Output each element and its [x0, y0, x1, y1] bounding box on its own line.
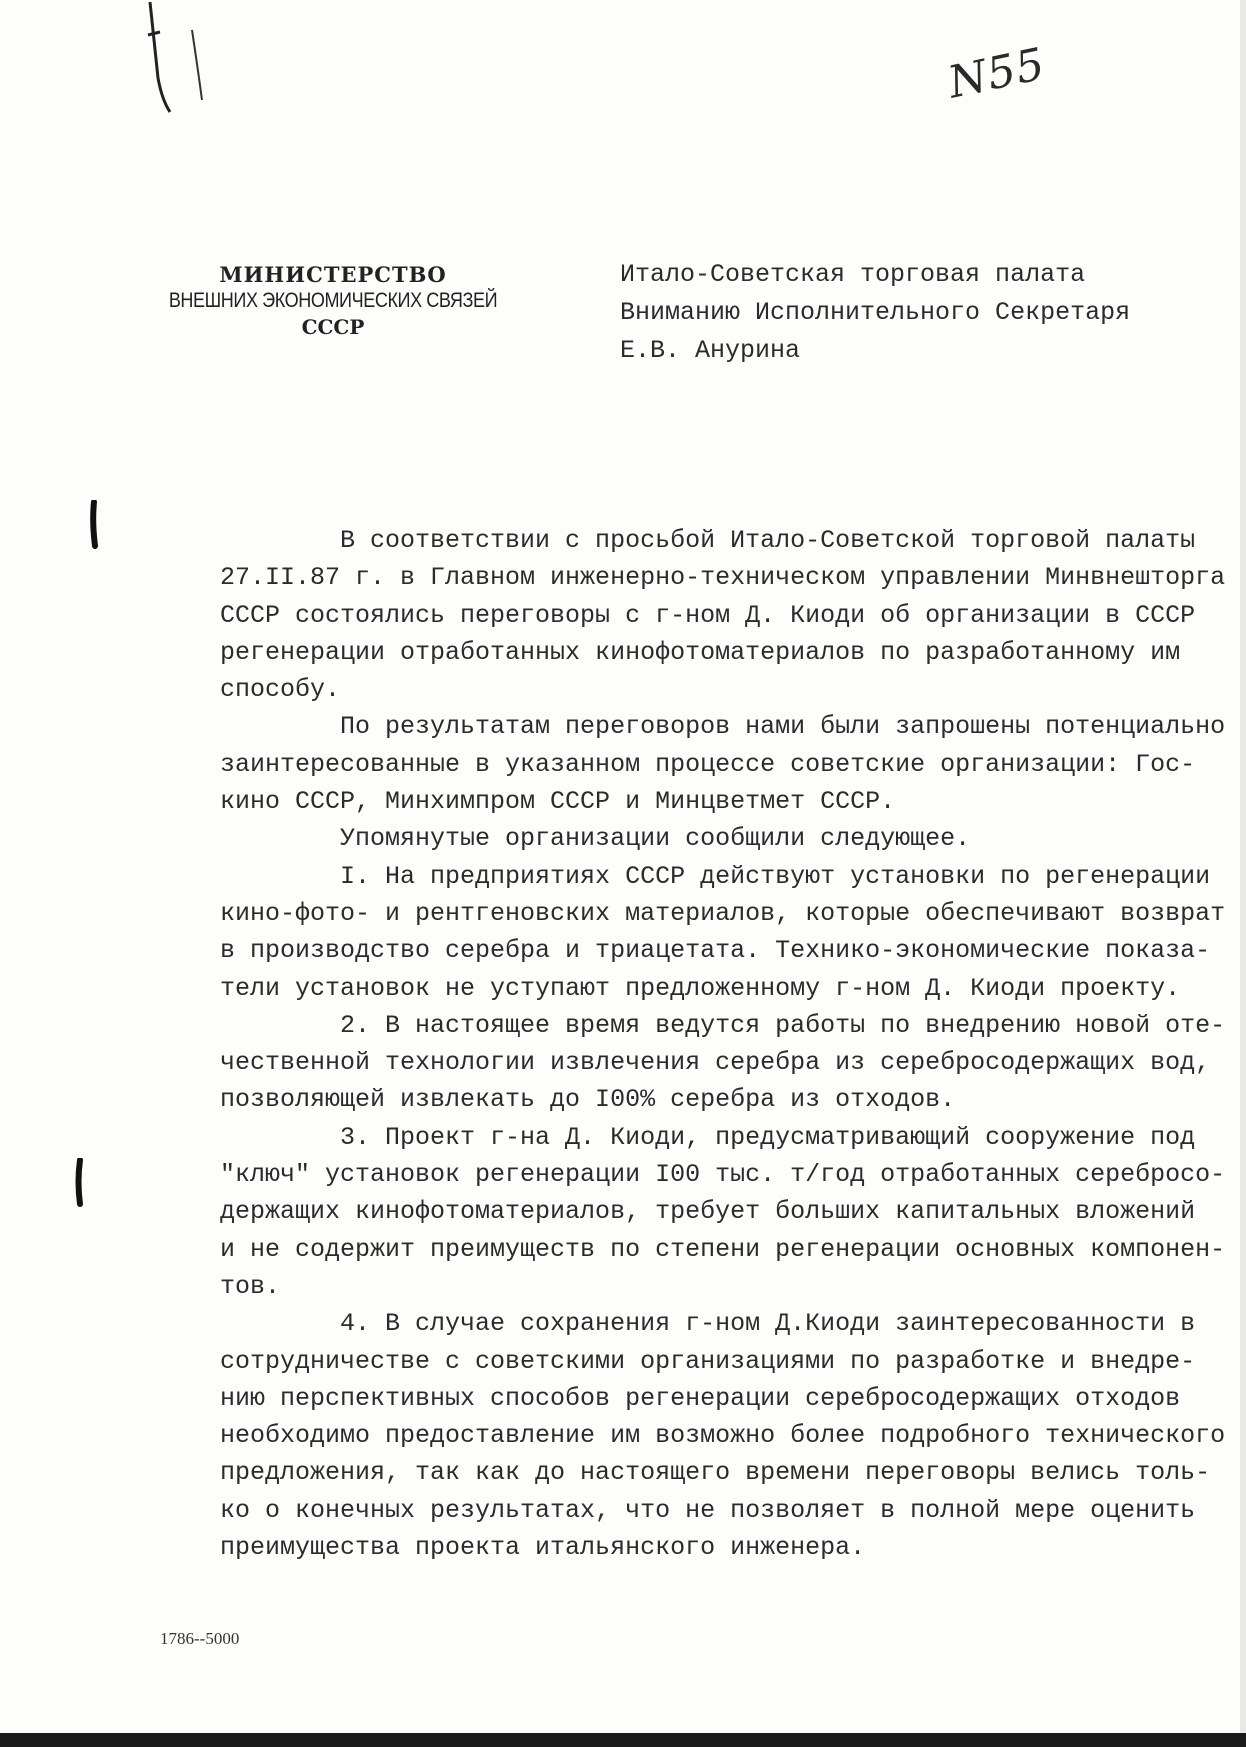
addressee-line3: Е.В. Анурина: [620, 336, 801, 365]
letter-body: [220, 522, 1230, 1566]
body-line: в производство серебра и триацетата. Технико-экономические показа-: [220, 936, 1211, 966]
body-line: 27.II.87 г. в Главном инженерно-техническом управлении Минвнешторга: [220, 563, 1226, 593]
body-line: и не содержит преимуществ по степени регенерации основных компонен-: [220, 1234, 1226, 1264]
sender-letterhead: [138, 262, 528, 340]
handwritten-mark-top: [140, 0, 220, 125]
body-line: тели установок не уступают предложенному г-ном Д. Киоди проекту.: [220, 973, 1181, 1003]
margin-mark-upper: [86, 500, 102, 550]
body-line: чественной технологии извлечения серебра из серебросодержащих вод,: [220, 1048, 1211, 1078]
body-line: Упомянутые организации сообщили следующее.: [220, 824, 971, 854]
body-line: держащих кинофотоматериалов, требует больших капитальных вложений: [220, 1197, 1196, 1227]
body-line: По результатам переговоров нами были запрошены потенциально: [220, 712, 1226, 742]
handwritten-file-number: N55: [943, 38, 1050, 109]
body-line: нию перспективных способов регенерации серебросодержащих отходов: [220, 1383, 1181, 1413]
body-line: I. На предприятиях СССР действуют установки по регенерации: [220, 861, 1211, 891]
sender-line2: ВНЕШНИХ ЭКОНОМИЧЕСКИХ СВЯЗЕЙ: [168, 289, 498, 313]
body-line: В соответствии с просьбой Итало-Советской торговой палаты: [220, 526, 1196, 555]
margin-mark-lower: [72, 1158, 88, 1208]
body-line: сотрудничестве с советскими организациями по разработке и внедре-: [220, 1346, 1196, 1376]
addressee-line1: Итало-Советская торговая палата: [620, 260, 1086, 289]
body-line: тов.: [220, 1271, 281, 1301]
body-line: ко о конечных результатах, что не позволяет в полной мере оценить: [220, 1495, 1196, 1525]
body-line: позволяющей извлекать до I00% серебра из отходов.: [220, 1085, 956, 1115]
addressee-block: [620, 256, 1130, 370]
body-line: преимущества проекта итальянского инженера.: [220, 1533, 866, 1563]
body-line: заинтересованные в указанном процессе советские организации: Гос-: [220, 749, 1196, 779]
body-line: 2. В настоящее время ведутся работы по внедрению новой оте-: [220, 1010, 1226, 1040]
body-line: 4. В случае сохранения г-ном Д.Киоди заинтересованности в: [220, 1309, 1196, 1339]
body-line: регенерации отработанных кинофотоматериалов по разработанному им: [220, 637, 1181, 667]
scan-edge-right: [1240, 0, 1246, 1747]
body-line: кино СССР, Минхимпром СССР и Минцветмет СССР.: [220, 787, 896, 817]
body-line: кино-фото- и рентгеновских материалов, которые обеспечивают возврат: [220, 898, 1226, 928]
body-line: 3. Проект г-на Д. Киоди, предусматривающий сооружение под: [220, 1122, 1196, 1152]
body-line: предложения, так как до настоящего времени переговоры велись толь-: [220, 1458, 1211, 1488]
addressee-line2: Вниманию Исполнительного Секретаря: [620, 298, 1131, 327]
body-line: необходимо предоставление им возможно более подробного технического: [220, 1421, 1226, 1451]
sender-line3: СССР: [301, 314, 365, 339]
body-line: способу.: [220, 675, 341, 705]
sender-line1: МИНИСТЕРСТВО: [219, 262, 447, 287]
scan-edge-bottom: [0, 1733, 1246, 1747]
body-line: СССР состоялись переговоры с г-ном Д. Киоди об организации в СССР: [220, 600, 1196, 630]
body-line: "ключ" установок регенерации I00 тыс. т/год отработанных серебросо-: [220, 1160, 1226, 1190]
footer-print-code: 1786--5000: [160, 1629, 240, 1648]
